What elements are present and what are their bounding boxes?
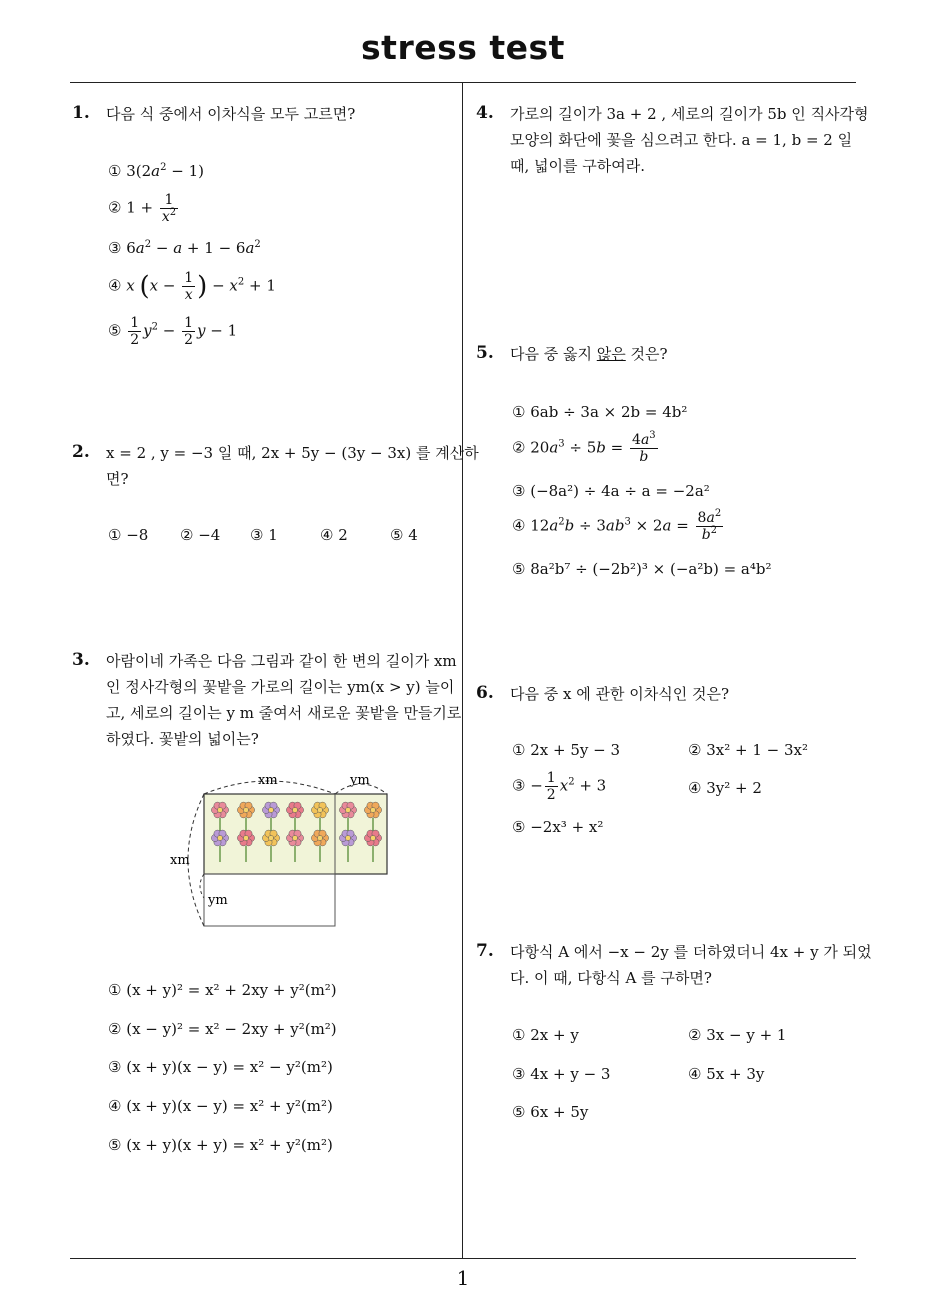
q5-text: 다음 중 옳지 않은 것은? (510, 345, 668, 363)
q3-number: 3. (72, 650, 90, 670)
q1-choice-1: ① $3(2a^2 - 1)$ (108, 162, 204, 180)
fig-label-xm-top: xm (258, 773, 278, 788)
q2-choice-3: ③ 1 (250, 526, 278, 544)
q3-choice-3: ③ (x + y)(x − y) = x² − y²(m²) (108, 1058, 333, 1076)
q1-choice-4: ④ x (x − $\frac{1}{x}$ ) − $x^2 + 1$ (108, 270, 276, 303)
column-divider (462, 83, 463, 1259)
q2-choice-2: ② −4 (180, 526, 221, 544)
q3-choice-5: ⑤ (x + y)(x + y) = x² + y²(m²) (108, 1136, 333, 1154)
header-rule (70, 82, 856, 83)
fig-label-ym-top: ym (350, 773, 370, 788)
xm-left-arc (188, 794, 204, 926)
q5-choice-5: ⑤ 8a²b⁷ ÷ (−2b²)³ × (−a²b) = a⁴b² (512, 560, 772, 578)
page-number: 1 (456, 1266, 470, 1290)
page-title: stress test (361, 28, 565, 67)
q6-number: 6. (476, 683, 494, 703)
q3-text-line-1: 아람이네 가족은 다음 그림과 같이 한 변의 길이가 xm (106, 652, 457, 670)
q3-text-line-4: 하였다. 꽃밭의 넓이는? (106, 730, 259, 748)
q2-text-line-1: x = 2 , y = −3 일 때, 2x + 5y − (3y − 3x) 를 계산하 (106, 444, 479, 462)
q3-choice-1: ① (x + y)² = x² + 2xy + y²(m²) (108, 981, 337, 999)
q2-text-line-2: 면? (106, 470, 129, 488)
q7-choice-4: ④ 5x + 3y (688, 1065, 765, 1083)
q1-number: 1. (72, 103, 90, 123)
q5-choice-3: ③ (−8a²) ÷ 4a ÷ a = −2a² (512, 482, 710, 500)
q3-garden-figure (168, 766, 398, 934)
q1-text: 다음 식 중에서 이차식을 모두 고르면? (106, 105, 356, 123)
q3-choice-2: ② (x − y)² = x² − 2xy + y²(m²) (108, 1020, 337, 1038)
q3-text-line-2: 인 정사각형의 꽃밭을 가로의 길이는 ym(x > y) 늘이 (106, 678, 455, 696)
q4-text-line-3: 때, 넓이를 구하여라. (510, 157, 645, 175)
q6-choice-2: ② 3x² + 1 − 3x² (688, 741, 808, 759)
q5-choice-2: ② $20a^3 \div 5b$ = $\frac{4a^3}{b}$ (512, 430, 656, 465)
q5-choice-4: ④ $12a^2b \div 3ab^3 \times 2a$ = $\frac{8a^2}{b^2}$ (512, 508, 722, 543)
q2-choice-5: ⑤ 4 (390, 526, 418, 544)
q1-choice-2: ② 1 + $\frac{1}{x^2}$ (108, 192, 177, 225)
q2-choice-4: ④ 2 (320, 526, 348, 544)
fig-label-xm-left: xm (170, 853, 190, 868)
q7-text-line-1: 다항식 A 에서 −x − 2y 를 더하였더니 4x + y 가 되었 (510, 943, 872, 961)
q7-choice-3: ③ 4x + y − 3 (512, 1065, 611, 1083)
q4-text-line-2: 모양의 화단에 꽃을 심으려고 한다. a = 1, b = 2 일 (510, 131, 853, 149)
q6-text: 다음 중 x 에 관한 이차식인 것은? (510, 685, 729, 703)
q3-choice-4: ④ (x + y)(x − y) = x² + y²(m²) (108, 1097, 333, 1115)
q1-choice-5: ⑤ $\frac{1}{2}$ $y^2$ − $\frac{1}{2}$ y − 1 (108, 315, 238, 348)
q5-number: 5. (476, 343, 494, 363)
q5-underlined-word: 않은 (596, 345, 626, 363)
q2-number: 2. (72, 442, 90, 462)
q6-choice-3: ③ − $\frac{1}{2}$ $x^2 + 3$ (512, 770, 607, 803)
q7-choice-1: ① 2x + y (512, 1026, 579, 1044)
q7-choice-2: ② 3x − y + 1 (688, 1026, 787, 1044)
q7-choice-5: ⑤ 6x + 5y (512, 1103, 589, 1121)
q1-choice-3: ③ $6a^2 - a + 1 - 6a^2$ (108, 239, 261, 257)
q7-number: 7. (476, 941, 494, 961)
q4-text-line-1: 가로의 길이가 3a + 2 , 세로의 길이가 5b 인 직사각형 (510, 105, 869, 123)
q5-choice-1: ① 6ab ÷ 3a × 2b = 4b² (512, 403, 688, 421)
q6-choice-5: ⑤ −2x³ + x² (512, 818, 604, 836)
footer-rule (70, 1258, 856, 1259)
q7-text-line-2: 다. 이 때, 다항식 A 를 구하면? (510, 969, 712, 987)
q6-choice-1: ① 2x + 5y − 3 (512, 741, 620, 759)
q6-choice-4: ④ 3y² + 2 (688, 779, 762, 797)
fig-label-ym-inner: ym (208, 893, 228, 908)
q2-choice-1: ① −8 (108, 526, 149, 544)
q3-text-line-3: 고, 세로의 길이는 y m 줄여서 새로운 꽃밭을 만들기로 (106, 704, 462, 722)
q4-number: 4. (476, 103, 494, 123)
